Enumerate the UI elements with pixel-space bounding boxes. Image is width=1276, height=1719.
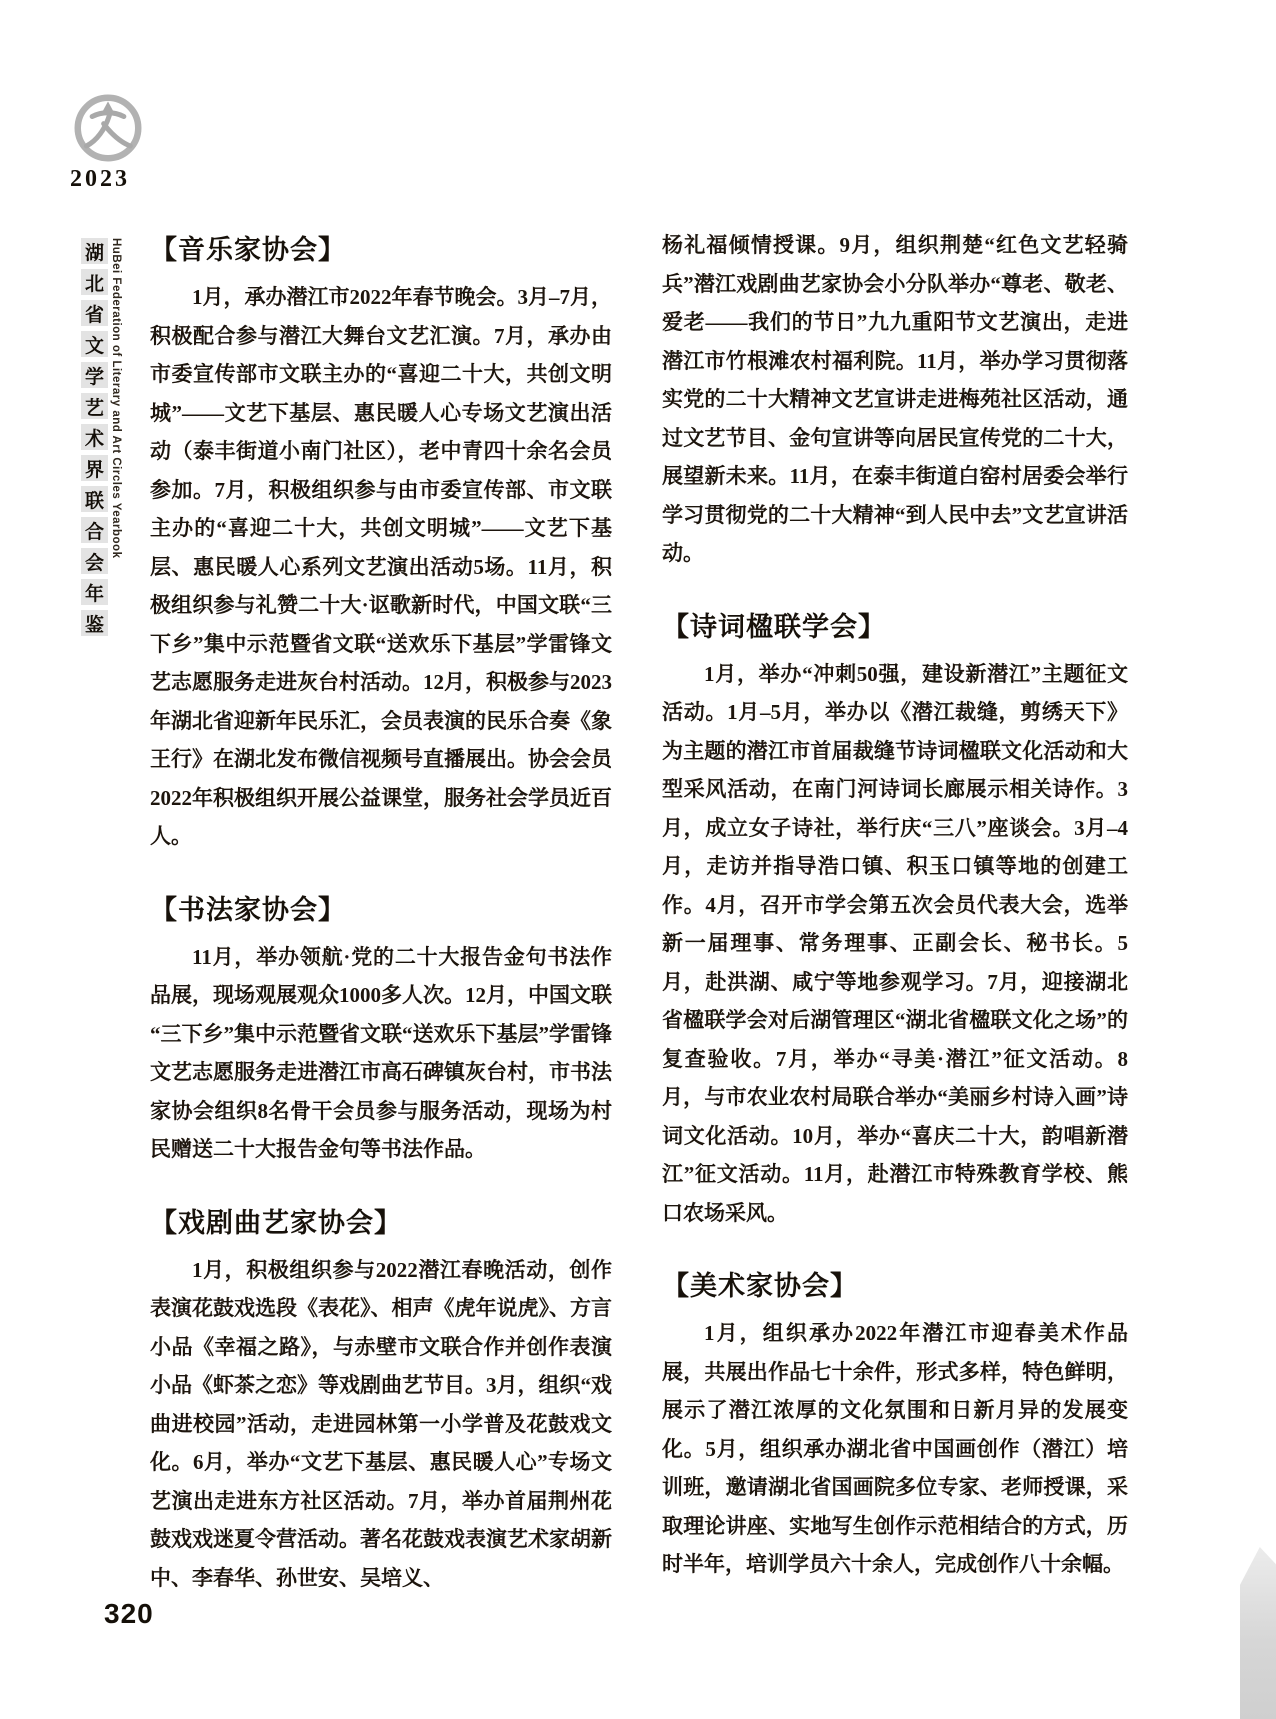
text-column-left [150, 230, 612, 1597]
text-column-right [662, 226, 1128, 1584]
body-paragraph: 1月，承办潜江市2022年春节晚会。3月–7月，积极配合参与潜江大舞台文艺汇演。7月，承办由市委宣传部市文联主办的“喜迎二十大，共创文明城”——文艺下基层、惠民暖人心专场文艺演出活动（泰丰街道小南门社区），老中青四十余名会员参加。7月，积极组织参与由市委宣传部、市文联主办的“喜迎二十大，共创文明城”——文艺下基层、惠民暖人心系列文艺演出活动5场。11月，积极组织参与礼赞二十大·讴歌新时代，中国文联“三下乡”集中示范暨省文联“送欢乐下基层”学雷锋文艺志愿服务走进灰台村活动。12月，积极参与2023年湖北省迎新年民乐汇，会员表演的民乐合奏《象王行》在湖北发布微信视频号直播展出。协会会员2022年积极组织开展公益课堂，服务社会学员近百人。 [150, 285, 612, 848]
body-paragraph: 1月，组织承办2022年潜江市迎春美术作品展，共展出作品七十余件，形式多样，特色鲜明，展示了潜江浓厚的文化氛围和日新月异的发展变化。5月，组织承办湖北省中国画创作（潜江）培训班，邀请湖北省国画院多位专家、老师授课，采取理论讲座、实地写生创作示范相结合的方式，历时半年，培训学员六十余人，完成创作八十余幅。 [662, 1321, 1128, 1576]
body-paragraph: 杨礼福倾情授课。9月，组织荆楚“红色文艺轻骑兵”潜江戏剧曲艺家协会小分队举办“尊老、敬老、爱老——我们的节日”九九重阳节文艺演出，走进潜江市竹根滩农村福利院。11月，举办学习贯彻落实党的二十大精神文艺宣讲走进梅苑社区活动，通过文艺节目、金句宣讲等向居民宣传党的二十大，展望新未来。11月，在泰丰街道白窑村居委会举行学习贯彻党的二十大精神“到人民中去”文艺宣讲活动。 [662, 233, 1128, 565]
spine-character: 年 [81, 579, 108, 605]
sidebar-title-cn [81, 238, 108, 641]
section-heading: 【诗词楹联学会】 [662, 611, 886, 642]
wenlian-emblem-icon [72, 92, 144, 164]
spine-character: 会 [81, 548, 108, 574]
page-number: 320 [104, 1598, 154, 1629]
spine-character: 术 [81, 424, 108, 450]
spine-character: 鉴 [81, 610, 108, 636]
spine-character: 合 [81, 517, 108, 543]
section-heading: 【书法家协会】 [150, 894, 346, 925]
spine-character: 文 [81, 331, 108, 357]
section-heading: 【美术家协会】 [662, 1271, 858, 1301]
body-paragraph: 1月，举办“冲刺50强，建设新潜江”主题征文活动。1月–5月，举办以《潜江裁缝，剪绣天下》为主题的潜江市首届裁缝节诗词楹联文化活动和大型采风活动，在南门河诗词长廊展示相关诗作。3月，成立女子诗社，举行庆“三八”座谈会。3月–4月，走访并指导浩口镇、积玉口镇等地的创建工作。4月，召开市学会第五次会员代表大会，选举新一届理事、常务理事、正副会长、秘书长。5月，赴洪湖、咸宁等地参观学习。7月，迎接湖北省楹联学会对后湖管理区“湖北省楹联文化之场”的复查验收。7月，举办“寻美·潜江”征文活动。8月，与市农业农村局联合举办“美丽乡村诗入画”诗词文化活动。10月，举办“喜庆二十大，韵唱新潜江”征文活动。11月，赴潜江市特殊教育学校、熊口农场采风。 [662, 661, 1128, 1225]
body-paragraph: 1月，积极组织参与2022潜江春晚活动，创作表演花鼓戏选段《表花》、相声《虎年说虎》、方言小品《幸福之路》，与赤壁市文联合作并创作表演小品《虾茶之恋》等戏剧曲艺节目。3月，组织“戏曲进校园”活动，走进园林第一小学普及花鼓戏文化。6月，举办“文艺下基层、惠民暖人心”专场文艺演出走进东方社区活动。7月，举办首届荆州花鼓戏戏迷夏令营活动。著名花鼓戏表演艺术家胡新中、李春华、孙世安、吴培义、 [150, 1257, 612, 1590]
page-edge-tab [1240, 1547, 1276, 1719]
section-heading: 【音乐家协会】 [150, 235, 346, 265]
spine-character: 学 [81, 362, 108, 388]
spine-character: 北 [81, 269, 108, 295]
spine-character: 联 [81, 486, 108, 512]
section-heading: 【戏剧曲艺家协会】 [150, 1207, 402, 1238]
edition-year: 2023 [70, 166, 130, 192]
body-paragraph: 11月，举办领航·党的二十大报告金句书法作品展，现场观展观众1000多人次。12月，中国文联“三下乡”集中示范暨省文联“送欢乐下基层”学雷锋文艺志愿服务走进潜江市高石碑镇灰台村，市书法家协会组织8名骨干会员参与服务活动，现场为村民赠送二十大报告金句等书法作品。 [150, 944, 612, 1161]
sidebar-title-en: HuBei Federation of Literary and Art Circles Yearbook [110, 238, 122, 559]
spine-character: 省 [81, 300, 108, 326]
spine-character: 湖 [81, 238, 108, 264]
spine-character: 艺 [81, 393, 108, 419]
spine-character: 界 [81, 455, 108, 481]
